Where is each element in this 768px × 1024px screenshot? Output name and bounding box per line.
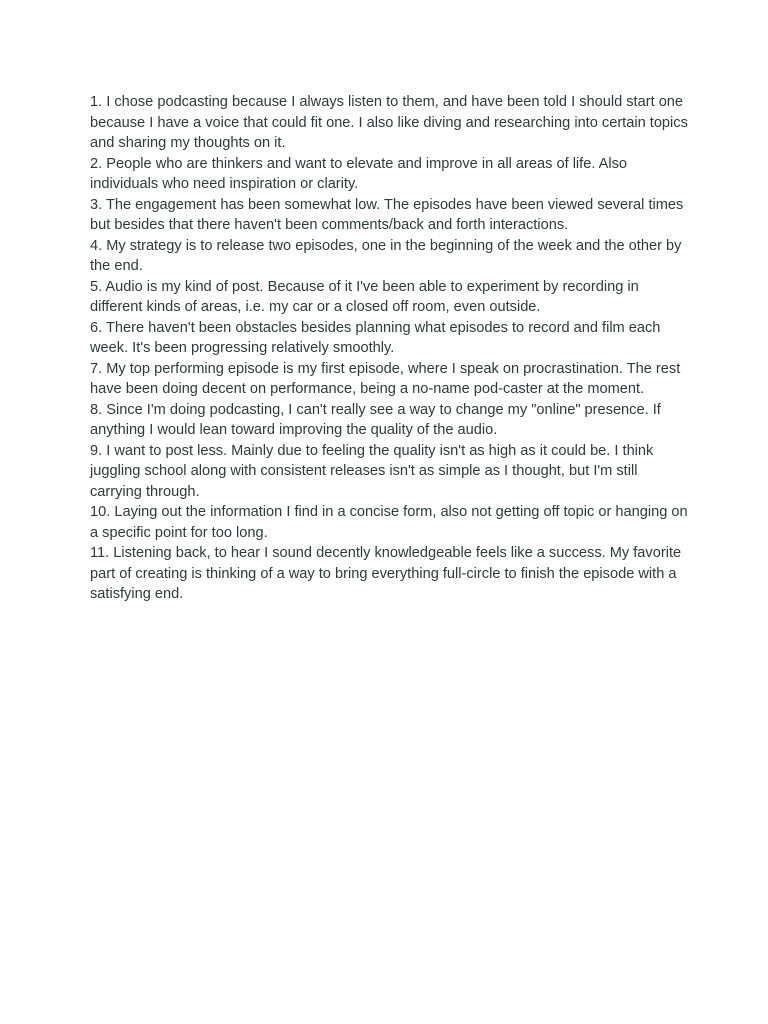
answer-9: 9. I want to post less. Mainly due to feeling the quality isn't as high as it could be. I think juggling school along with consistent releases isn't as simple as I thought, but I'm still carrying through. bbox=[90, 442, 654, 500]
answer-3: 3. The engagement has been somewhat low. The episodes have been viewed several times but besides that there haven't been comments/back and forth interactions. bbox=[90, 196, 684, 233]
answer-7: 7. My top performing episode is my first episode, where I speak on procrastination. The rest have been doing decent on performance, being a no-name pod-caster at the moment. bbox=[90, 360, 681, 397]
answer-11: 11. Listening back, to hear I sound decently knowledgeable feels like a success. My favorite part of creating is thinking of a way to bring everything full-circle to finish the episode with a satisfying end. bbox=[90, 545, 682, 602]
answer-1: 1. I chose podcasting because I always listen to them, and have been told I should start one because I have a voice that could fit one. I also like diving and researching into certain topics and sharing my thoughts on it. bbox=[90, 94, 688, 151]
answer-10: 10. Laying out the information I find in a concise form, also not getting off topic or hanging on a specific point for too long. bbox=[90, 504, 688, 541]
answer-6: 6. There haven't been obstacles besides planning what episodes to record and film each week. It's been progressing relatively smoothly. bbox=[90, 319, 661, 356]
answer-5: 5. Audio is my kind of post. Because of it I've been able to experiment by recording in different kinds of areas, i.e. my car or a closed off room, even outside. bbox=[90, 278, 639, 315]
answer-4: 4. My strategy is to release two episodes, one in the beginning of the week and the other by the end. bbox=[90, 237, 682, 274]
document-page bbox=[90, 92, 690, 605]
answer-8: 8. Since I'm doing podcasting, I can't really see a way to change my "online" presence. If anything I would lean toward improving the quality of the audio. bbox=[90, 401, 661, 438]
answer-2: 2. People who are thinkers and want to elevate and improve in all areas of life. Also individuals who need inspiration or clarity. bbox=[90, 155, 628, 192]
